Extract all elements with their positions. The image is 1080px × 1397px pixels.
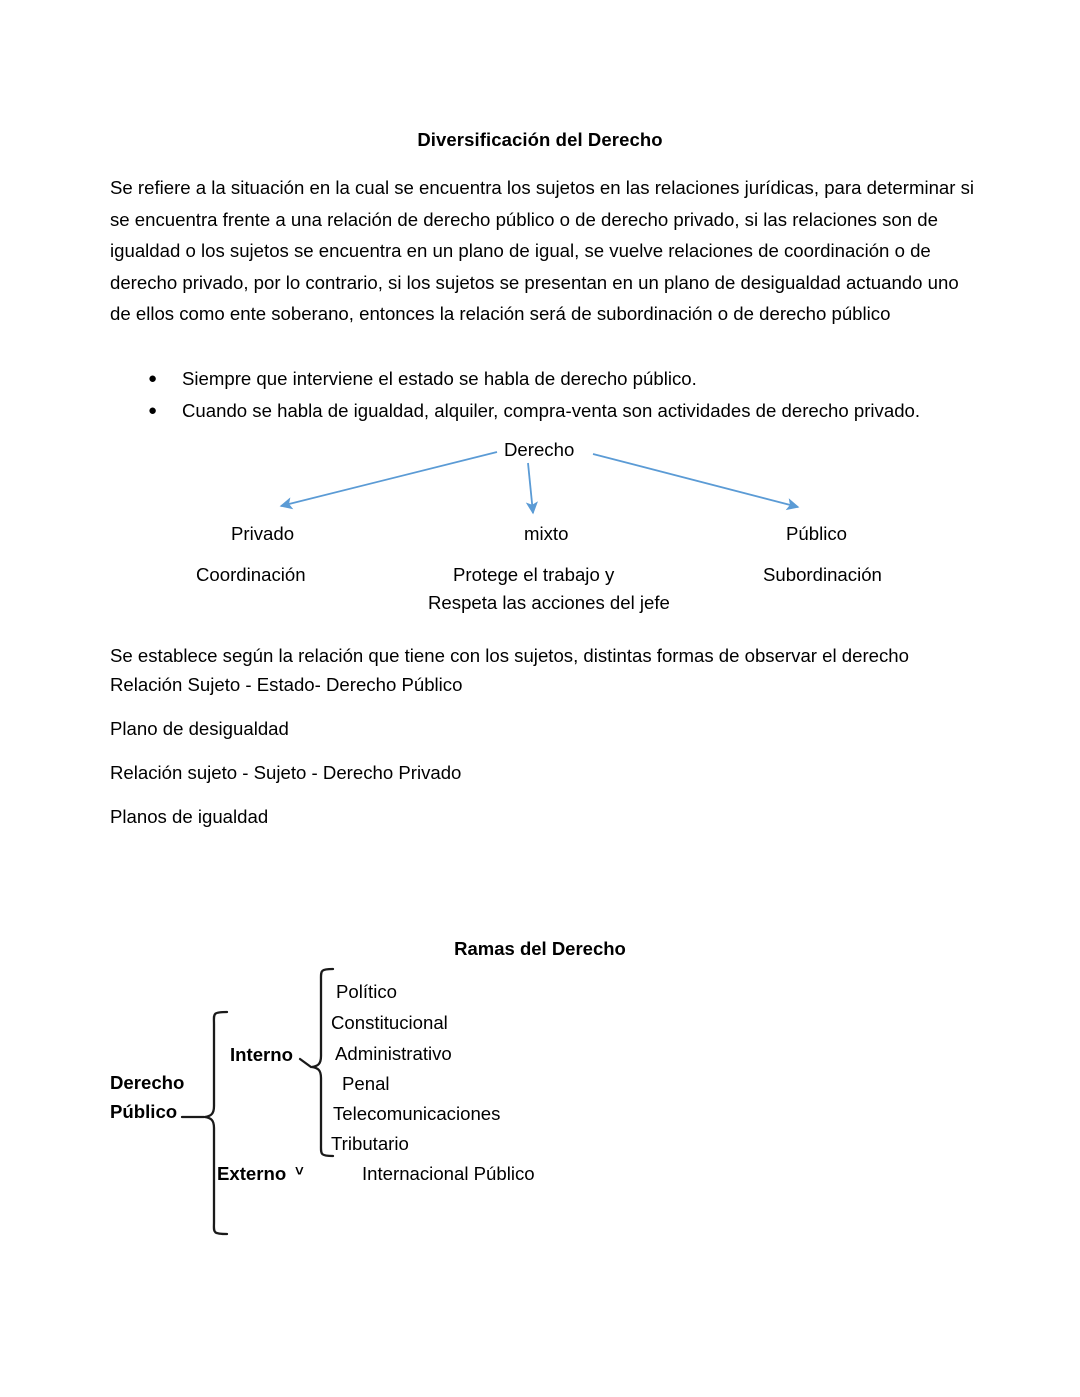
- chevron-down-icon: ˅: [295, 1163, 304, 1180]
- inner-brace: [312, 969, 333, 1156]
- section-title-ramas: Ramas del Derecho: [454, 938, 626, 959]
- ramas-item-constitucional: Constitucional: [331, 1012, 448, 1033]
- list-item-text: Siempre que interviene el estado se habla de derecho público.: [182, 368, 697, 389]
- node-mixto-description-line2: Respeta las acciones del jefe: [428, 592, 670, 613]
- node-publico: Público: [786, 523, 847, 544]
- bullet-dot-icon: ●: [148, 370, 158, 387]
- ramas-item-internacional-publico: Internacional Público: [362, 1163, 535, 1184]
- list-item-text: Cuando se habla de igualdad, alquiler, compra-venta son actividades de derecho privado.: [182, 400, 921, 421]
- ramas-item-tributario: Tributario: [331, 1133, 409, 1154]
- ramas-item-politico: Político: [336, 981, 397, 1002]
- lower-text-line: Planos de igualdad: [110, 806, 269, 827]
- intro-paragraph: Se refiere a la situación en la cual se encuentra los sujetos en las relaciones jurídicas, para determinar si se encuentra frente a una relación de derecho público o de derecho privado, si las relaciones son de igualdad o los sujetos se encuentra en un plano de igual, se vuelve relaciones de coordinación o de derecho privado, por lo contrario, si los sujetos se presentan en un plano de desigualdad actuando uno de ellos como ente soberano, entonces la relación será de subordinación o de derecho público: [110, 177, 975, 325]
- ramas-group-externo-label: Externo: [217, 1163, 287, 1184]
- ramas-group-interno-label: Interno: [230, 1044, 294, 1065]
- page-title: Diversificación del Derecho: [417, 129, 663, 150]
- lower-text-line: Relación sujeto - Sujeto - Derecho Privado: [110, 762, 462, 783]
- bullet-dot-icon: ●: [148, 402, 158, 419]
- lower-text-line: Plano de desigualdad: [110, 718, 289, 739]
- ramas-root-line2: Público: [110, 1101, 178, 1122]
- node-derecho: Derecho: [504, 439, 575, 460]
- node-mixto-description-line1: Protege el trabajo y: [453, 564, 615, 585]
- node-publico-description: Subordinación: [763, 564, 882, 585]
- ramas-item-telecomunicaciones: Telecomunicaciones: [333, 1103, 501, 1124]
- node-privado-description: Coordinación: [196, 564, 306, 585]
- node-privado: Privado: [231, 523, 295, 544]
- lower-text-line: Relación Sujeto - Estado- Derecho Público: [110, 674, 463, 695]
- ramas-root-line1: Derecho: [110, 1072, 185, 1093]
- ramas-item-administrativo: Administrativo: [335, 1043, 452, 1064]
- node-mixto: mixto: [524, 523, 569, 544]
- lower-text-line: Se establece según la relación que tiene con los sujetos, distintas formas de observar el derecho: [110, 645, 909, 666]
- outer-brace: [205, 1012, 227, 1234]
- connector-interno-to-brace: [300, 1059, 311, 1067]
- ramas-item-penal: Penal: [342, 1073, 390, 1094]
